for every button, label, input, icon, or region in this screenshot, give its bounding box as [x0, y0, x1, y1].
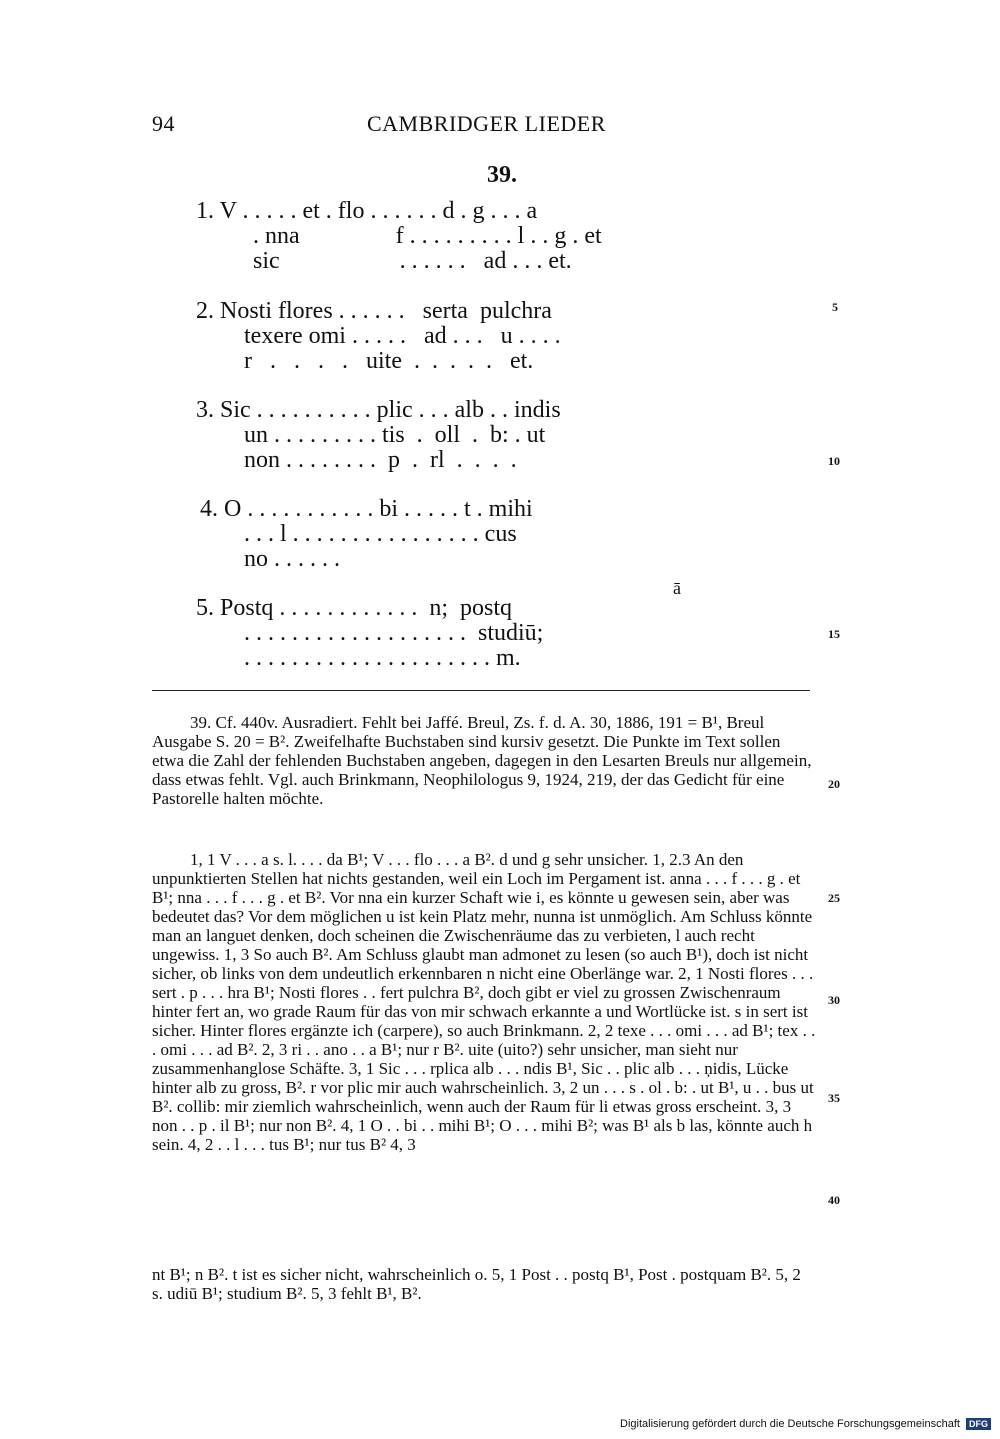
poem-line: 3. Sic . . . . . . . . . . plic . . . alb . . indis — [196, 397, 561, 423]
poem-line: . . . . . . . . . . . . . . . . . . . . . m. — [244, 645, 521, 671]
line-number: 5 — [832, 300, 838, 314]
dfg-logo: DFG — [966, 1418, 991, 1430]
critical-apparatus-continued — [152, 1265, 816, 1303]
poem-line: non . . . . . . . . p . rl . . . . — [244, 447, 517, 473]
poem-line: texere omi . . . . . ad . . . u . . . . — [244, 323, 561, 349]
poem-line: 2. Nosti flores . . . . . . serta pulchra — [196, 298, 552, 324]
poem-line: . nna f . . . . . . . . . l . . g . et — [253, 223, 602, 249]
poem-line: . . . l . . . . . . . . . . . . . . . . cus — [244, 521, 517, 547]
line-number: 40 — [828, 1193, 840, 1207]
poem-line: 4. O . . . . . . . . . . . bi . . . . . t . mihi — [200, 496, 533, 522]
abbreviation-mark: ā — [673, 578, 681, 598]
line-number: 15 — [828, 627, 840, 641]
poem-line: sic . . . . . . ad . . . et. — [253, 248, 572, 274]
apparatus-text: 1, 1 V . . . a s. l. . . . da B¹; V . . . flo . . . a B². d und g sehr unsicher. 1, 2.3 An den unpunktierten Stellen hat nichts gestanden, weil ein Loch im Pergament ist. anna . . . f . . . g . et B¹; nna . . . f . . . g . et B². Vor nna ein kurzer Schaft wie i, es könnte u gewesen sein, aber was bedeutet das? Vor dem möglichen u ist kein Platz mehr, nunna ist unmöglich. Am Schluss könnte man an languet denken, doch scheinen die Zwischenräume das zu verbieten, l auch recht ungewiss. 1, 3 So auch B². Am Schluss glaubt man admonet zu lesen (so auch B¹), doch ist nicht sicher, ob links von dem undeutlich erkennbaren n nicht eine Oberlänge war. 2, 1 Nosti flores . . . sert . p . . . hra B¹; Nosti flores . . fert pulchra B², doch gibt er viel zu grossen Zwischenraum hinter fert an, wo grade Raum für das von mir schwach erkannte a und Wortlücke ist. s in sert ist sicher. Hinter flores ergänzte ich (carpere), so auch Brinkmann. 2, 2 texe . . . omi . . . ad B¹; tex . . . omi . . . ad B². 2, 3 ri . . ano . . a B¹; nur r B². uite (uito?) sehr unsicher, man sieht nur zusammenhanglose Schäfte. 3, 1 Sic . . . rplica alb . . . ndis B¹, Sic . . plic alb . . . ņidis, Lücke hinter alb zu gross, B². r vor plic mir auch wahrscheinlich. 3, 2 un . . . s . ol . b: . ut B¹, u . . bus ut B². collib: mir ziemlich wahrscheinlich, wenn auch der Raum für li etwas gross erscheint. 3, 3 non . . p . il B¹; nur non B². 4, 1 O . . bi . . mihi B¹; O . . . mihi B²; was B¹ als b las, könnte auch h sein. 4, 2 . . l . . . tus B¹; nur tus B² 4, 3 — [152, 850, 816, 1154]
commentary-intro — [152, 713, 816, 808]
running-title: CAMBRIDGER LIEDER — [367, 111, 606, 136]
line-number: 20 — [828, 777, 840, 791]
separator-rule — [152, 690, 810, 691]
poem-line: r . . . . uite . . . . . et. — [244, 348, 534, 374]
commentary-intro-text: 39. Cf. 440v. Ausradiert. Fehlt bei Jaffé. Breul, Zs. f. d. A. 30, 1886, 191 = B¹, Breul Ausgabe S. 20 = B². Zweifelhafte Buchstaben sind kursiv gesetzt. Die Punkte im Text sollen etwa die Zahl der fehlenden Buchstaben angeben, dagegen in den Lesarten Breuls nur allgemein, dass etwas fehlt. Vgl. auch Brinkmann, Neophilologus 9, 1924, 219, der das Gedicht für eine Pastorelle halten möchte. — [152, 713, 812, 808]
poem-line: 5. Postq . . . . . . . . . . . . n; postq — [196, 595, 513, 621]
poem-line: 1. V . . . . . et . flo . . . . . . d . g . . . a — [196, 198, 538, 224]
line-number: 30 — [828, 993, 840, 1007]
line-number: 10 — [828, 454, 840, 468]
poem-line: no . . . . . . — [244, 546, 340, 572]
poem-line: un . . . . . . . . . tis . oll . b: . ut — [244, 422, 546, 448]
line-number: 25 — [828, 891, 840, 905]
footer-credit — [620, 1418, 991, 1430]
line-number: 35 — [828, 1091, 840, 1105]
page-number: 94 — [152, 111, 175, 136]
critical-apparatus — [152, 850, 816, 1154]
apparatus-text-continued: nt B¹; n B². t ist es sicher nicht, wahrscheinlich o. 5, 1 Post . . postq B¹, Post . postquam B². 5, 2 s. udiū B¹; studium B². 5, 3 fehlt B¹, B². — [152, 1265, 801, 1303]
poem-number: 39. — [487, 162, 517, 188]
footer-text: Digitalisierung gefördert durch die Deutsche Forschungsgemeinschaft — [620, 1418, 960, 1430]
poem-line: . . . . . . . . . . . . . . . . . . . studiū; — [244, 620, 544, 646]
